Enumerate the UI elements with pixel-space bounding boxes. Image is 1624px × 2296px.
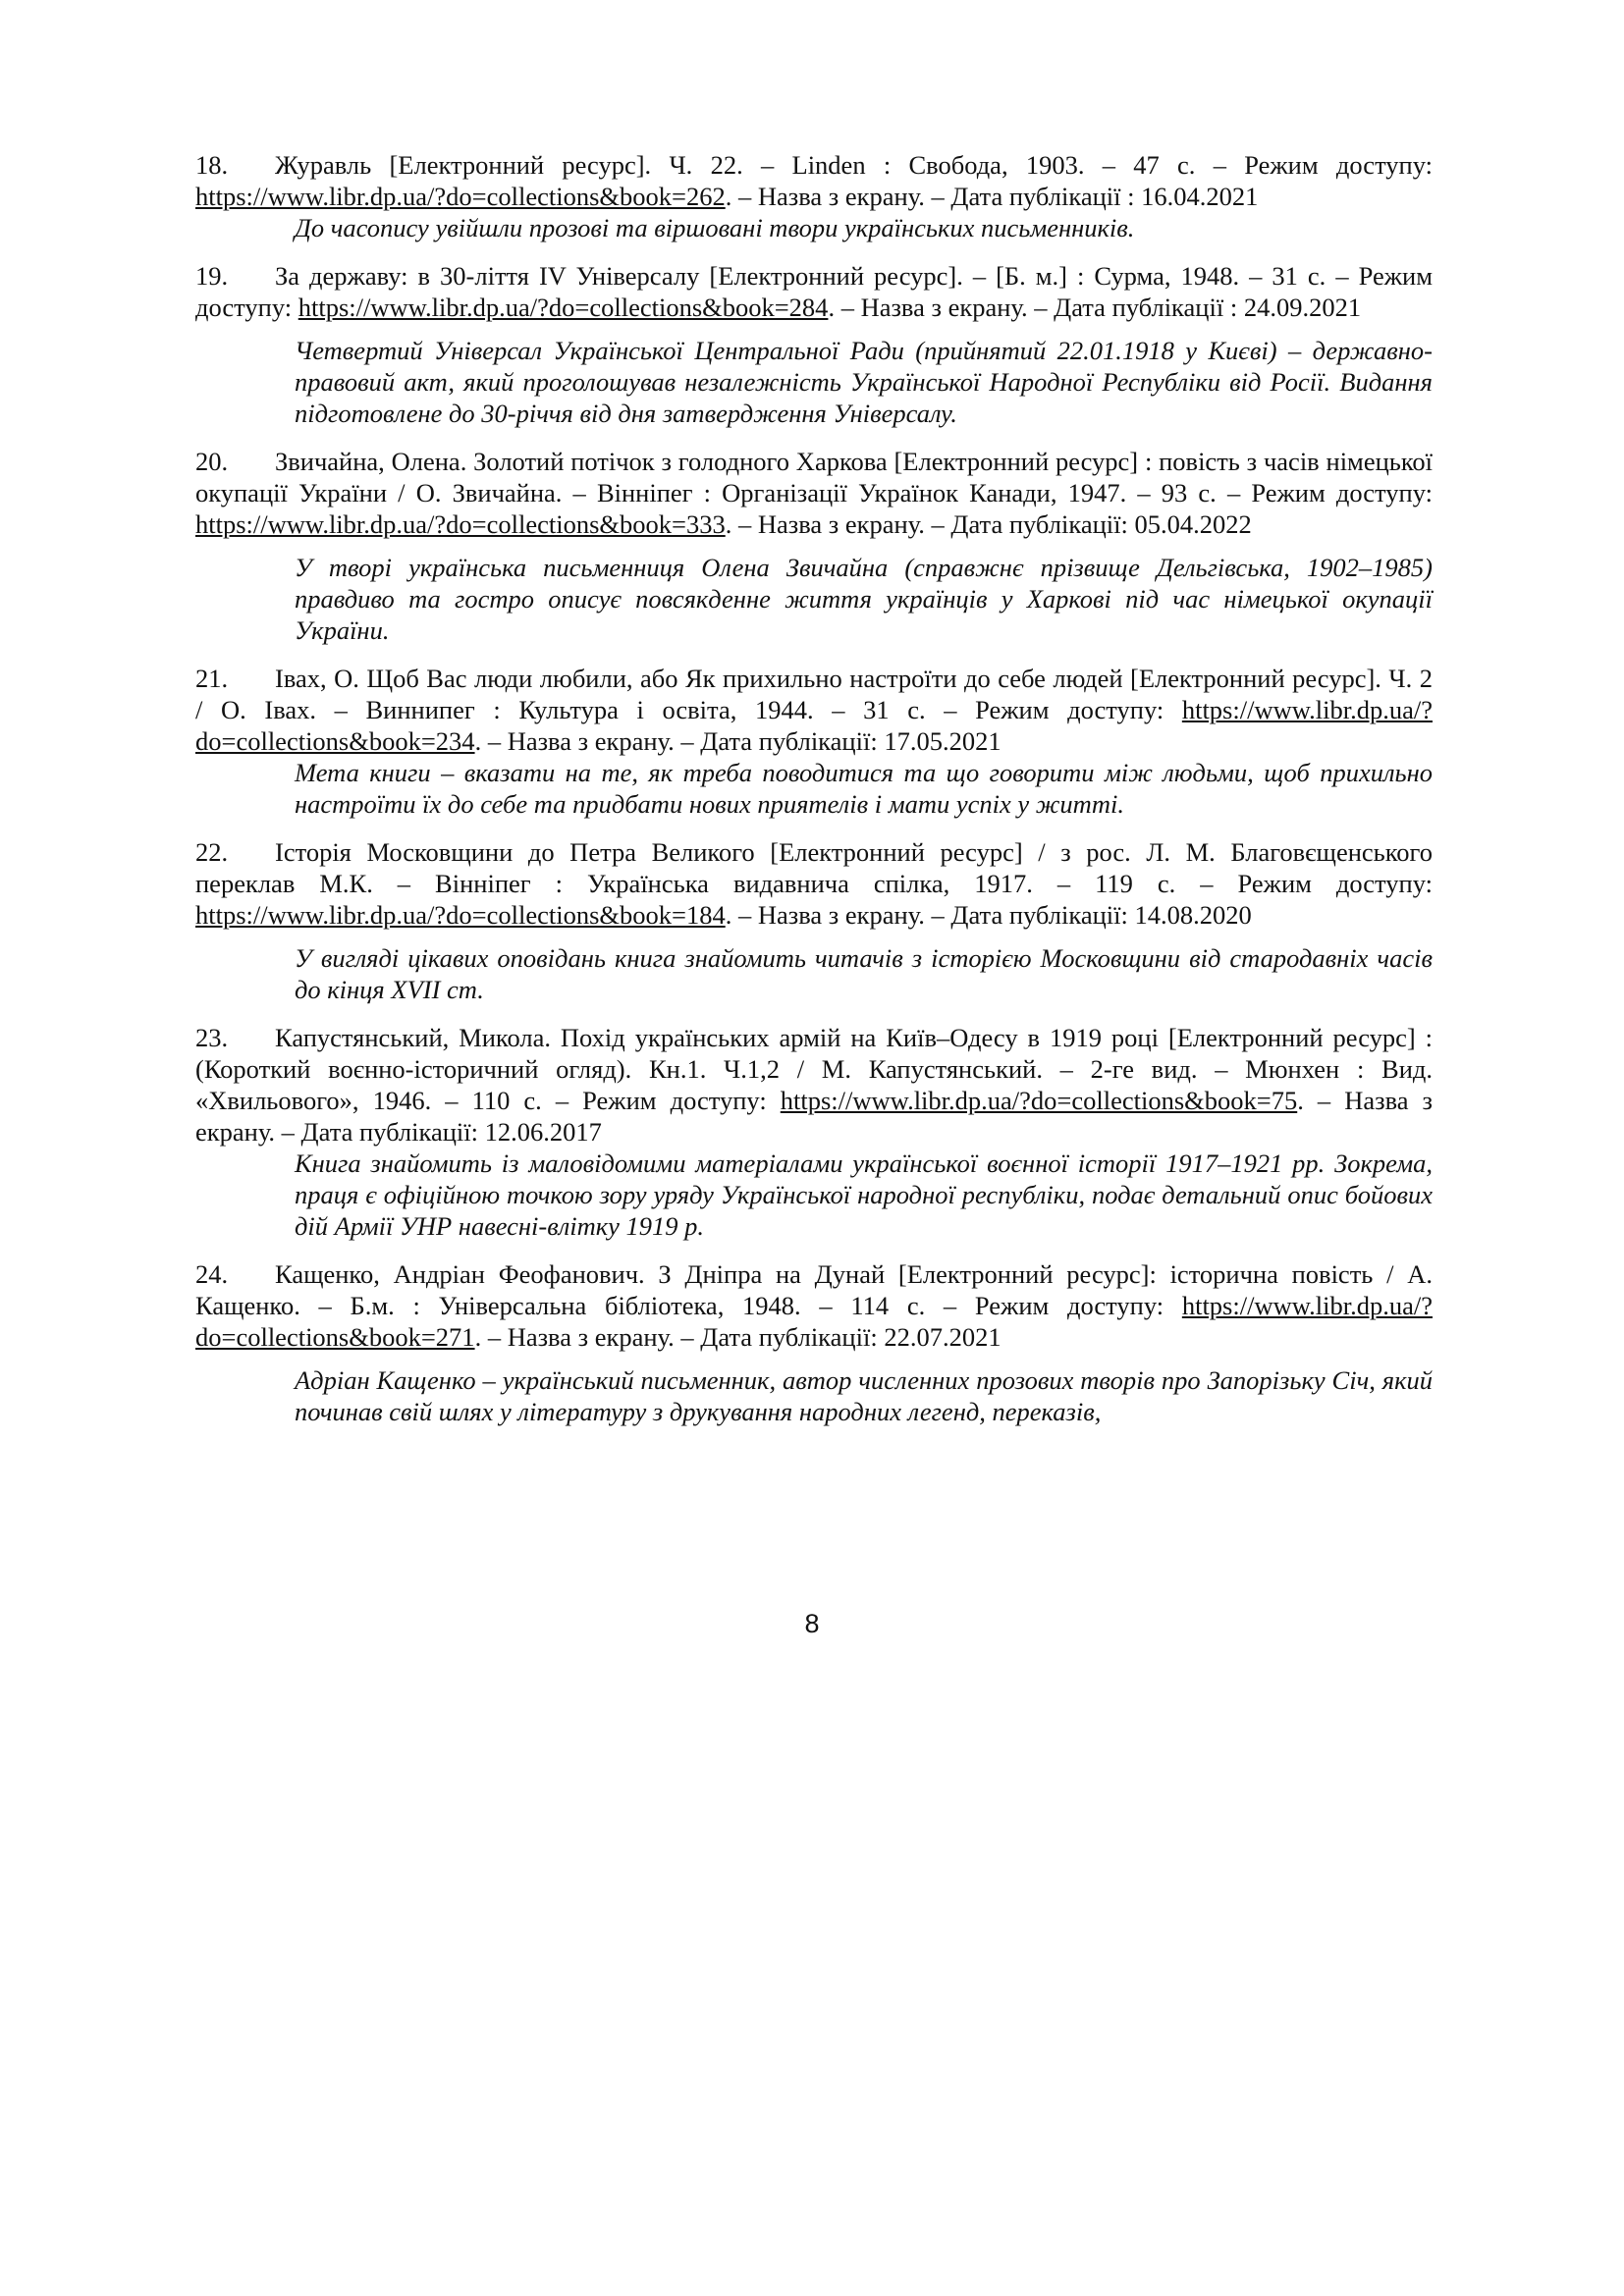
entry-number: 18.	[195, 150, 229, 180]
resource-link[interactable]: https://www.libr.dp.ua/?do=collections&book=184	[195, 900, 726, 930]
resource-link[interactable]: https://www.libr.dp.ua/?do=collections&book=262	[195, 182, 726, 211]
entry-number: 19.	[195, 261, 229, 291]
entry-number: 24.	[195, 1259, 229, 1289]
entry-number: 20.	[195, 447, 229, 476]
citation-text: Кащенко, Андріан Феофанович. З Дніпра на Дунай [Електронний ресурс]: історична повість / А. Кащенко. – Б.м. : Універсальна бібліотека, 1948. – 114 с. – Режим доступу:	[195, 1259, 1433, 1320]
citation-suffix: . – Назва з екрану. – Дата публікації: 22.07.2021	[474, 1322, 1001, 1352]
bibliography-entry-21	[195, 663, 1433, 820]
citation-text: Історія Московщини до Петра Великого [Електронний ресурс] / з рос. Л. М. Благовєщенського переклав М.К. – Вінніпег : Українська видавнича спілка, 1917. – 119 с. – Режим доступу:	[195, 837, 1433, 898]
citation-text: За державу: в 30-ліття IV Універсалу [Електронний ресурс]. – [Б. м.] : Сурма, 1948. – 31 с. – Режим доступу:	[195, 261, 1433, 322]
entry-annotation: У творі українська письменниця Олена Звичайна (справжнє прізвище Дельгівська, 1902–1985) правдиво та гостро описує повсякденне життя українців у Харкові під час німецької окупації України.	[295, 553, 1433, 645]
entry-citation	[195, 1022, 1433, 1148]
resource-link[interactable]: https://www.libr.dp.ua/?do=collections&book=75	[780, 1086, 1298, 1115]
citation-text: Журавль [Електронний ресурс]. Ч. 22. – Linden : Свобода, 1903. – 47 с. – Режим доступу:	[275, 150, 1433, 180]
bibliography-entry-19	[195, 260, 1433, 429]
citation-suffix: . – Назва з екрану. – Дата публікації : 16.04.2021	[725, 182, 1259, 211]
entry-number: 22.	[195, 837, 229, 867]
entry-annotation: У вигляді цікавих оповідань книга знайомить читачів з історією Московщини від стародавніх часів до кінця XVII ст.	[295, 943, 1433, 1004]
entry-annotation: Адріан Кащенко – український письменник, автор численних прозових творів про Запорізьку Січ, який починав свій шлях у літературу з друкування народних легенд, переказів,	[295, 1365, 1433, 1426]
resource-link[interactable]: https://www.libr.dp.ua/?do=collections&book=284	[298, 293, 829, 322]
resource-link[interactable]: https://www.libr.dp.ua/?do=collections&book=234	[195, 695, 1433, 756]
citation-suffix: . – Назва з екрану. – Дата публікації: 05.04.2022	[725, 509, 1252, 539]
entry-annotation: Мета книги – вказати на те, як треба поводитися та що говорити між людьми, щоб прихильно настроїти їх до себе та придбати нових приятелів і мати успіх у житті.	[295, 758, 1433, 819]
entry-number: 23.	[195, 1023, 229, 1052]
entry-annotation: До часопису увійшли прозові та віршовані твори українських письменників.	[295, 213, 1135, 242]
resource-link[interactable]: https://www.libr.dp.ua/?do=collections&book=271	[195, 1291, 1433, 1352]
entry-citation	[195, 1258, 1433, 1353]
citation-suffix: . – Назва з екрану. – Дата публікації: 17.05.2021	[474, 726, 1001, 756]
page-number: 8	[804, 1609, 820, 1638]
entry-citation	[195, 663, 1433, 757]
citation-suffix: . – Назва з екрану. – Дата публікації : 24.09.2021	[828, 293, 1362, 322]
document-page	[195, 149, 1433, 1444]
bibliography-entry-22	[195, 836, 1433, 1005]
citation-text: Івах, О. Щоб Вас люди любили, або Як прихильно настроїти до себе людей [Електронний ресурс]. Ч. 2 / О. Івах. – Виннипег : Культура і освіта, 1944. – 31 с. – Режим доступу:	[195, 664, 1433, 724]
citation-suffix: . – Назва з екрану. – Дата публікації: 12.06.2017	[195, 1086, 1434, 1147]
entry-number: 21.	[195, 664, 229, 693]
bibliography-entry-23	[195, 1022, 1433, 1242]
entry-citation	[195, 836, 1433, 931]
entry-annotation: Книга знайомить із маловідомими матеріалами української воєнної історії 1917–1921 рр. Зокрема, праця є офіційною точкою зору уряду Української народної республіки, подає детальний опис бойових дій Армії УНР навесні-влітку 1919 р.	[295, 1148, 1433, 1241]
entry-citation	[195, 446, 1433, 540]
entry-citation	[195, 149, 1433, 212]
resource-link[interactable]: https://www.libr.dp.ua/?do=collections&book=333	[195, 509, 726, 539]
citation-text: Капустянський, Микола. Похід українських армій на Київ–Одесу в 1919 році [Електронний ресурс] : (Короткий воєнно-історичний огляд). Кн.1. Ч.1,2 / М. Капустянський. – 2-ге вид. – Мюнхен : Вид. «Хвильового», 1946. – 110 с. – Режим доступу:	[195, 1023, 1433, 1115]
citation-suffix: . – Назва з екрану. – Дата публікації: 14.08.2020	[725, 900, 1252, 930]
entry-annotation: Четвертий Універсал Української Центральної Ради (прийнятий 22.01.1918 у Києві) – державно-правовий акт, який проголошував незалежність Української Народної Республіки від Росії. Видання підготовлене до 30-річчя від дня затвердження Універсалу.	[295, 336, 1433, 428]
citation-text: Звичайна, Олена. Золотий потічок з голодного Харкова [Електронний ресурс] : повість з часів німецької окупації України / О. Звичайна. – Вінніпег : Організації Українок Канади, 1947. – 93 с. – Режим доступу:	[195, 447, 1433, 507]
entry-citation	[195, 260, 1433, 323]
bibliography-entry-24	[195, 1258, 1433, 1427]
bibliography-entry-18	[195, 149, 1433, 243]
bibliography-entry-20	[195, 446, 1433, 646]
